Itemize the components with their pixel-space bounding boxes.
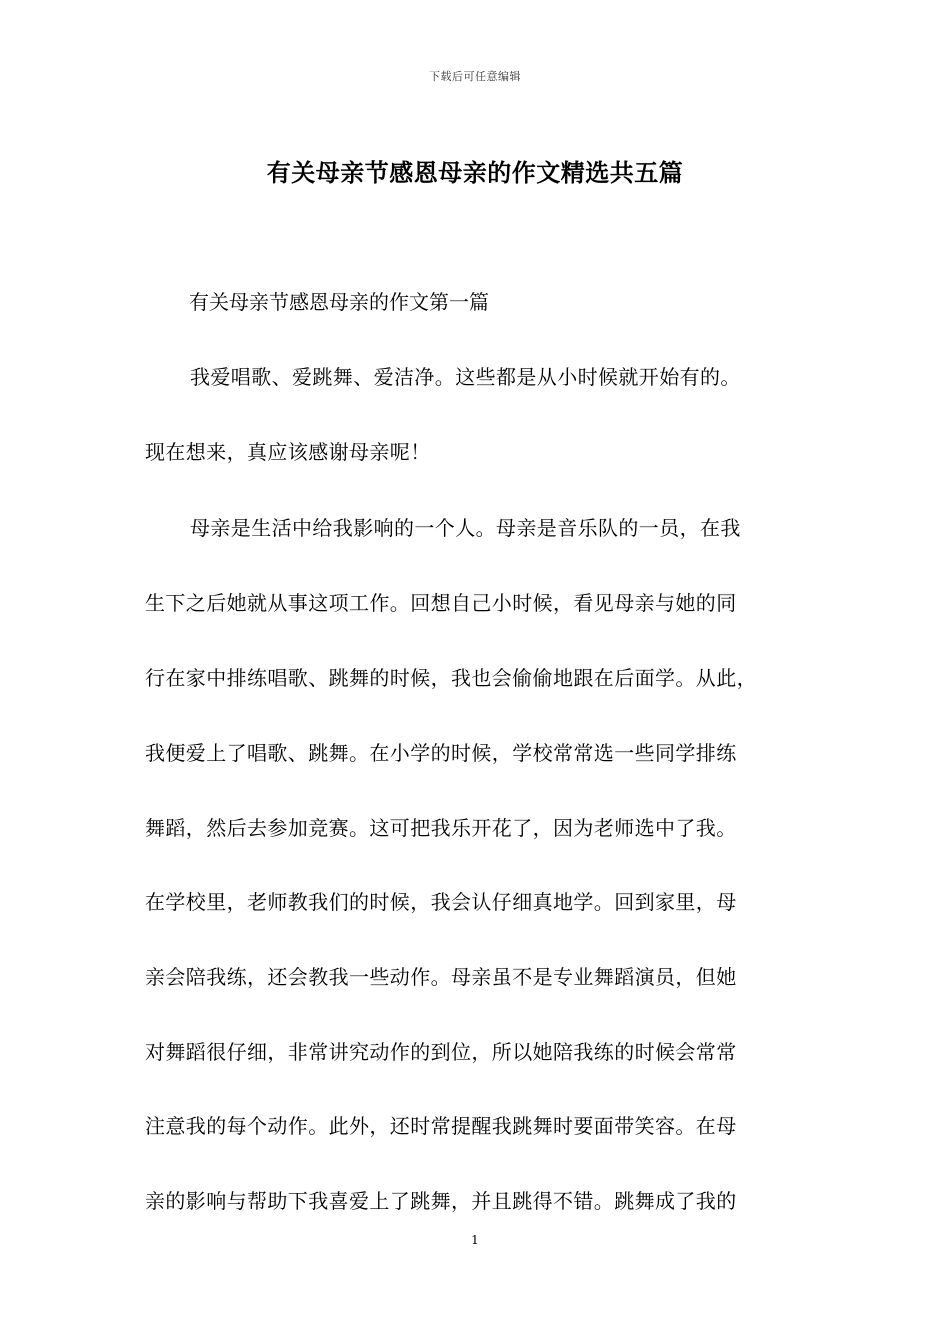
body-line: 亲会陪我练，还会教我一些动作。母亲虽不是专业舞蹈演员，但她	[145, 965, 737, 989]
body-line: 我爱唱歌、爱跳舞、爱洁净。这些都是从小时候就开始有的。	[190, 365, 741, 389]
body-line: 对舞蹈很仔细，非常讲究动作的到位，所以她陪我练的时候会常常	[145, 1040, 737, 1064]
page-number: 1	[471, 1233, 479, 1247]
body-line: 注意我的每个动作。此外，还时常提醒我跳舞时要面带笑容。在母	[145, 1114, 737, 1138]
body-line: 亲的影响与帮助下我喜爱上了跳舞，并且跳得不错。跳舞成了我的	[145, 1189, 737, 1213]
body-line: 在学校里，老师教我们的时候，我会认仔细真地学。回到家里，母	[145, 890, 737, 914]
body-line: 生下之后她就从事这项工作。回想自己小时候，看见母亲与她的同	[145, 591, 737, 615]
body-line: 现在想来，真应该感谢母亲呢！	[145, 440, 431, 464]
body-line: 舞蹈，然后去参加竞赛。这可把我乐开花了，因为老师选中了我。	[145, 816, 737, 840]
document-title: 有关母亲节感恩母亲的作文精选共五篇	[266, 158, 684, 187]
section-heading: 有关母亲节感恩母亲的作文第一篇	[189, 290, 489, 314]
header-note: 下载后可任意编辑	[429, 70, 521, 83]
body-line: 母亲是生活中给我影响的一个人。母亲是音乐队的一员，在我	[190, 516, 741, 540]
body-line: 行在家中排练唱歌、跳舞的时候，我也会偷偷地跟在后面学。从此，	[145, 666, 757, 690]
body-line: 我便爱上了唱歌、跳舞。在小学的时候，学校常常选一些同学排练	[145, 741, 737, 765]
